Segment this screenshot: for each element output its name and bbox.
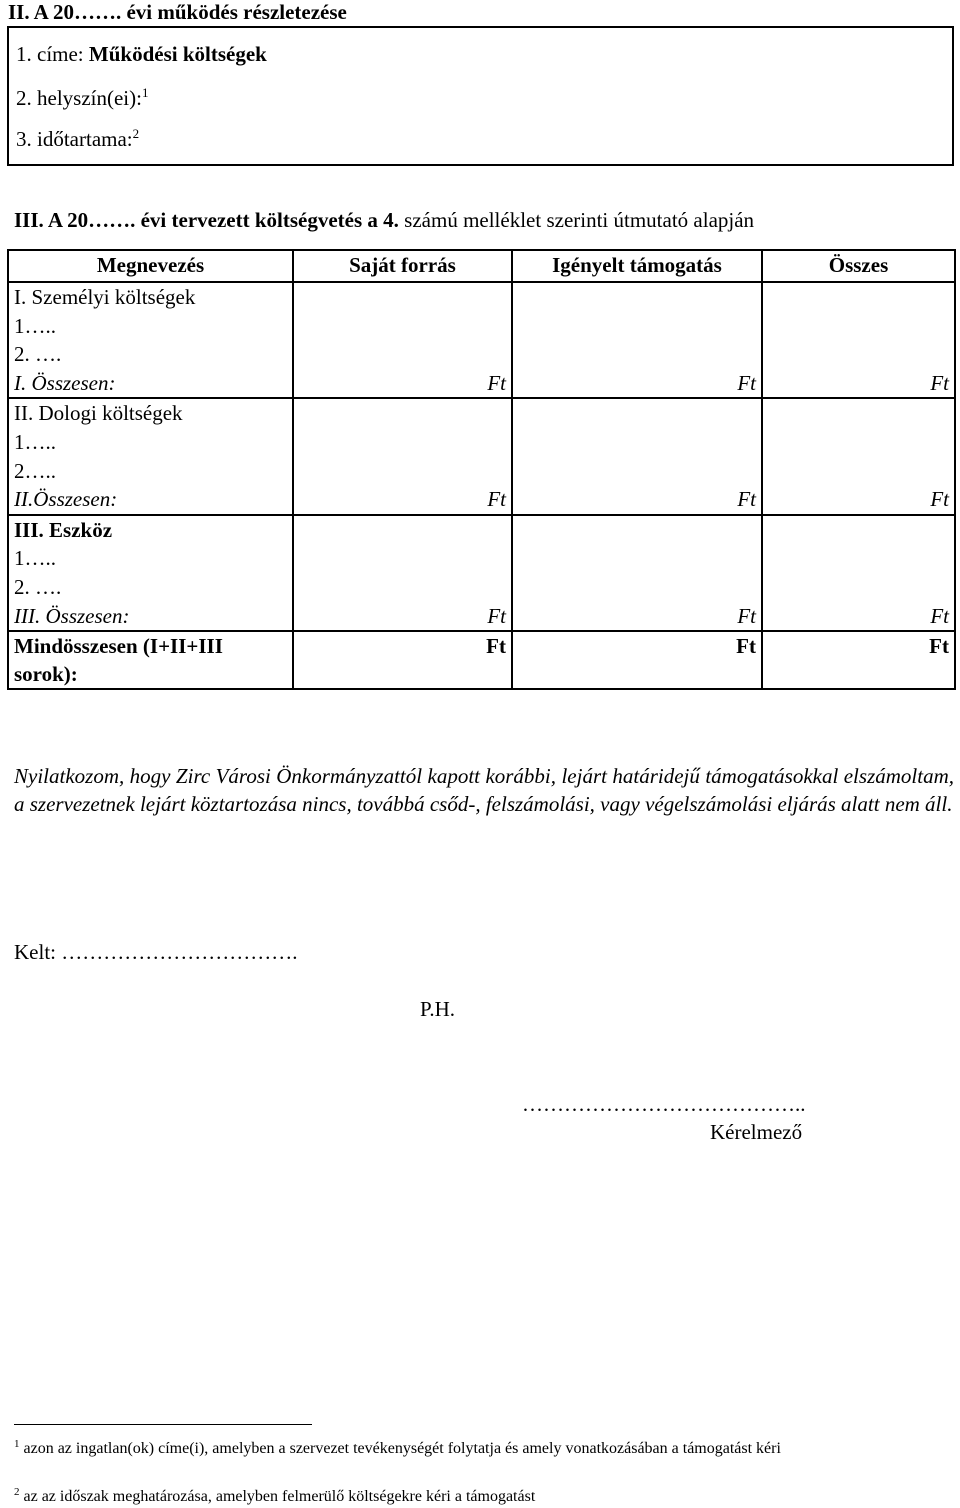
item-label: 2. …. bbox=[8, 573, 293, 602]
cell[interactable] bbox=[293, 398, 512, 428]
currency-cell[interactable]: Ft bbox=[512, 485, 762, 515]
cell[interactable] bbox=[293, 312, 512, 341]
grand-total-row bbox=[8, 631, 955, 689]
declaration-text: Nyilatkozom, hogy Zirc Városi Önkormányzattól kapott korábbi, lejárt határidejű támogatásokkal elszámoltam, a szervezetnek lejárt köztartozása nincs, továbbá csőd-, felszámolási, vagy végelszámolási eljárás alatt nem áll. bbox=[14, 764, 954, 816]
footnote-ref-2[interactable]: 2 bbox=[132, 126, 140, 141]
cell[interactable] bbox=[512, 340, 762, 369]
table-row bbox=[8, 515, 955, 545]
applicant-label: Kérelmező bbox=[710, 1120, 803, 1144]
subtotal-label: II.Összesen: bbox=[8, 485, 293, 515]
footnote-2 bbox=[14, 1485, 944, 1508]
header-total: Összes bbox=[762, 250, 955, 282]
cell[interactable] bbox=[293, 544, 512, 573]
cell[interactable] bbox=[293, 282, 512, 312]
cell[interactable] bbox=[762, 515, 955, 545]
activity-title-value: Működési költségek bbox=[88, 42, 267, 66]
footnote-number: 1 bbox=[14, 1438, 20, 1450]
cell[interactable] bbox=[512, 398, 762, 428]
activity-location-row bbox=[16, 86, 148, 110]
footnote-text: az az időszak meghatározása, amelyben felmerülő költségekre kéri a támogatást bbox=[19, 1488, 536, 1505]
cell[interactable] bbox=[762, 398, 955, 428]
cell[interactable] bbox=[293, 457, 512, 486]
section3-title-prefix: III. A 20……. évi tervezett költségvetés a 4. bbox=[14, 208, 405, 232]
personnel-costs-label: I. Személyi költségek bbox=[8, 282, 293, 312]
table-row bbox=[8, 573, 955, 602]
subtotal-label: III. Összesen: bbox=[8, 602, 293, 632]
section3-title-suffix: számú melléklet szerinti útmutató alapján bbox=[404, 208, 755, 232]
footnote-1 bbox=[14, 1437, 944, 1460]
currency-cell[interactable]: Ft bbox=[762, 602, 955, 632]
currency-cell[interactable]: Ft bbox=[762, 369, 955, 399]
currency-cell[interactable]: Ft bbox=[293, 369, 512, 399]
footnote-ref-1[interactable]: 1 bbox=[141, 85, 149, 100]
table-row bbox=[8, 282, 955, 312]
table-row bbox=[8, 457, 955, 486]
footnote-number: 2 bbox=[14, 1486, 20, 1498]
budget-table bbox=[7, 249, 956, 690]
date-field[interactable]: Kelt: ……………………………. bbox=[14, 940, 298, 964]
subtotal-row bbox=[8, 369, 955, 399]
table-row bbox=[8, 398, 955, 428]
table-row bbox=[8, 340, 955, 369]
section2-title-prefix: II. A 20……. évi bbox=[8, 0, 158, 24]
cell[interactable] bbox=[762, 312, 955, 341]
cell[interactable] bbox=[512, 573, 762, 602]
currency-cell[interactable]: Ft bbox=[512, 602, 762, 632]
item-label: 2….. bbox=[8, 457, 293, 486]
equipment-label: III. Eszköz bbox=[8, 515, 293, 545]
cell[interactable] bbox=[293, 573, 512, 602]
cell[interactable] bbox=[512, 457, 762, 486]
material-costs-label: II. Dologi költségek bbox=[8, 398, 293, 428]
cell[interactable] bbox=[762, 340, 955, 369]
subtotal-label: I. Összesen: bbox=[8, 369, 293, 399]
table-row bbox=[8, 312, 955, 341]
currency-cell[interactable]: Ft bbox=[512, 369, 762, 399]
item-label: 1….. bbox=[8, 544, 293, 573]
budget-header-row bbox=[8, 250, 955, 282]
item-label: 1….. bbox=[8, 312, 293, 341]
table-row bbox=[8, 544, 955, 573]
subtotal-row bbox=[8, 602, 955, 632]
activity-details-box bbox=[7, 26, 954, 166]
subtotal-row bbox=[8, 485, 955, 515]
item-label: 1….. bbox=[8, 428, 293, 457]
cell[interactable] bbox=[512, 544, 762, 573]
table-row bbox=[8, 428, 955, 457]
footnote-separator bbox=[14, 1424, 312, 1425]
currency-cell[interactable]: Ft bbox=[762, 631, 955, 689]
footnote-text: azon az ingatlan(ok) címe(i), amelyben a szervezet tevékenységét folytatja és amely vonatkozásában a támogatást kéri bbox=[19, 1440, 781, 1457]
cell[interactable] bbox=[762, 544, 955, 573]
activity-location-label: 2. helyszín(ei): bbox=[16, 86, 142, 110]
cell[interactable] bbox=[762, 428, 955, 457]
cell[interactable] bbox=[762, 282, 955, 312]
cell[interactable] bbox=[293, 340, 512, 369]
activity-duration-label: 3. időtartama: bbox=[16, 127, 133, 151]
header-own-source: Saját forrás bbox=[293, 250, 512, 282]
cell[interactable] bbox=[293, 515, 512, 545]
currency-cell[interactable]: Ft bbox=[512, 631, 762, 689]
currency-cell[interactable]: Ft bbox=[762, 485, 955, 515]
section2-title bbox=[8, 0, 347, 24]
item-label: 2. …. bbox=[8, 340, 293, 369]
currency-cell[interactable]: Ft bbox=[293, 602, 512, 632]
header-name: Megnevezés bbox=[8, 250, 293, 282]
grand-total-label: Mindösszesen (I+II+III sorok): bbox=[8, 631, 293, 689]
cell[interactable] bbox=[762, 573, 955, 602]
section3-title bbox=[14, 208, 754, 232]
activity-title-row bbox=[16, 42, 267, 66]
stamp-placeholder: P.H. bbox=[420, 997, 456, 1021]
cell[interactable] bbox=[762, 457, 955, 486]
activity-title-label: 1. címe: bbox=[16, 42, 89, 66]
activity-duration-row bbox=[16, 127, 139, 151]
header-requested-support: Igényelt támogatás bbox=[512, 250, 762, 282]
signature-line[interactable]: ………………………………….. bbox=[522, 1092, 806, 1116]
currency-cell[interactable]: Ft bbox=[293, 631, 512, 689]
currency-cell[interactable]: Ft bbox=[293, 485, 512, 515]
cell[interactable] bbox=[512, 312, 762, 341]
section2-title-suffix: működés részletezése bbox=[157, 0, 347, 24]
cell[interactable] bbox=[512, 515, 762, 545]
cell[interactable] bbox=[512, 428, 762, 457]
cell[interactable] bbox=[512, 282, 762, 312]
cell[interactable] bbox=[293, 428, 512, 457]
